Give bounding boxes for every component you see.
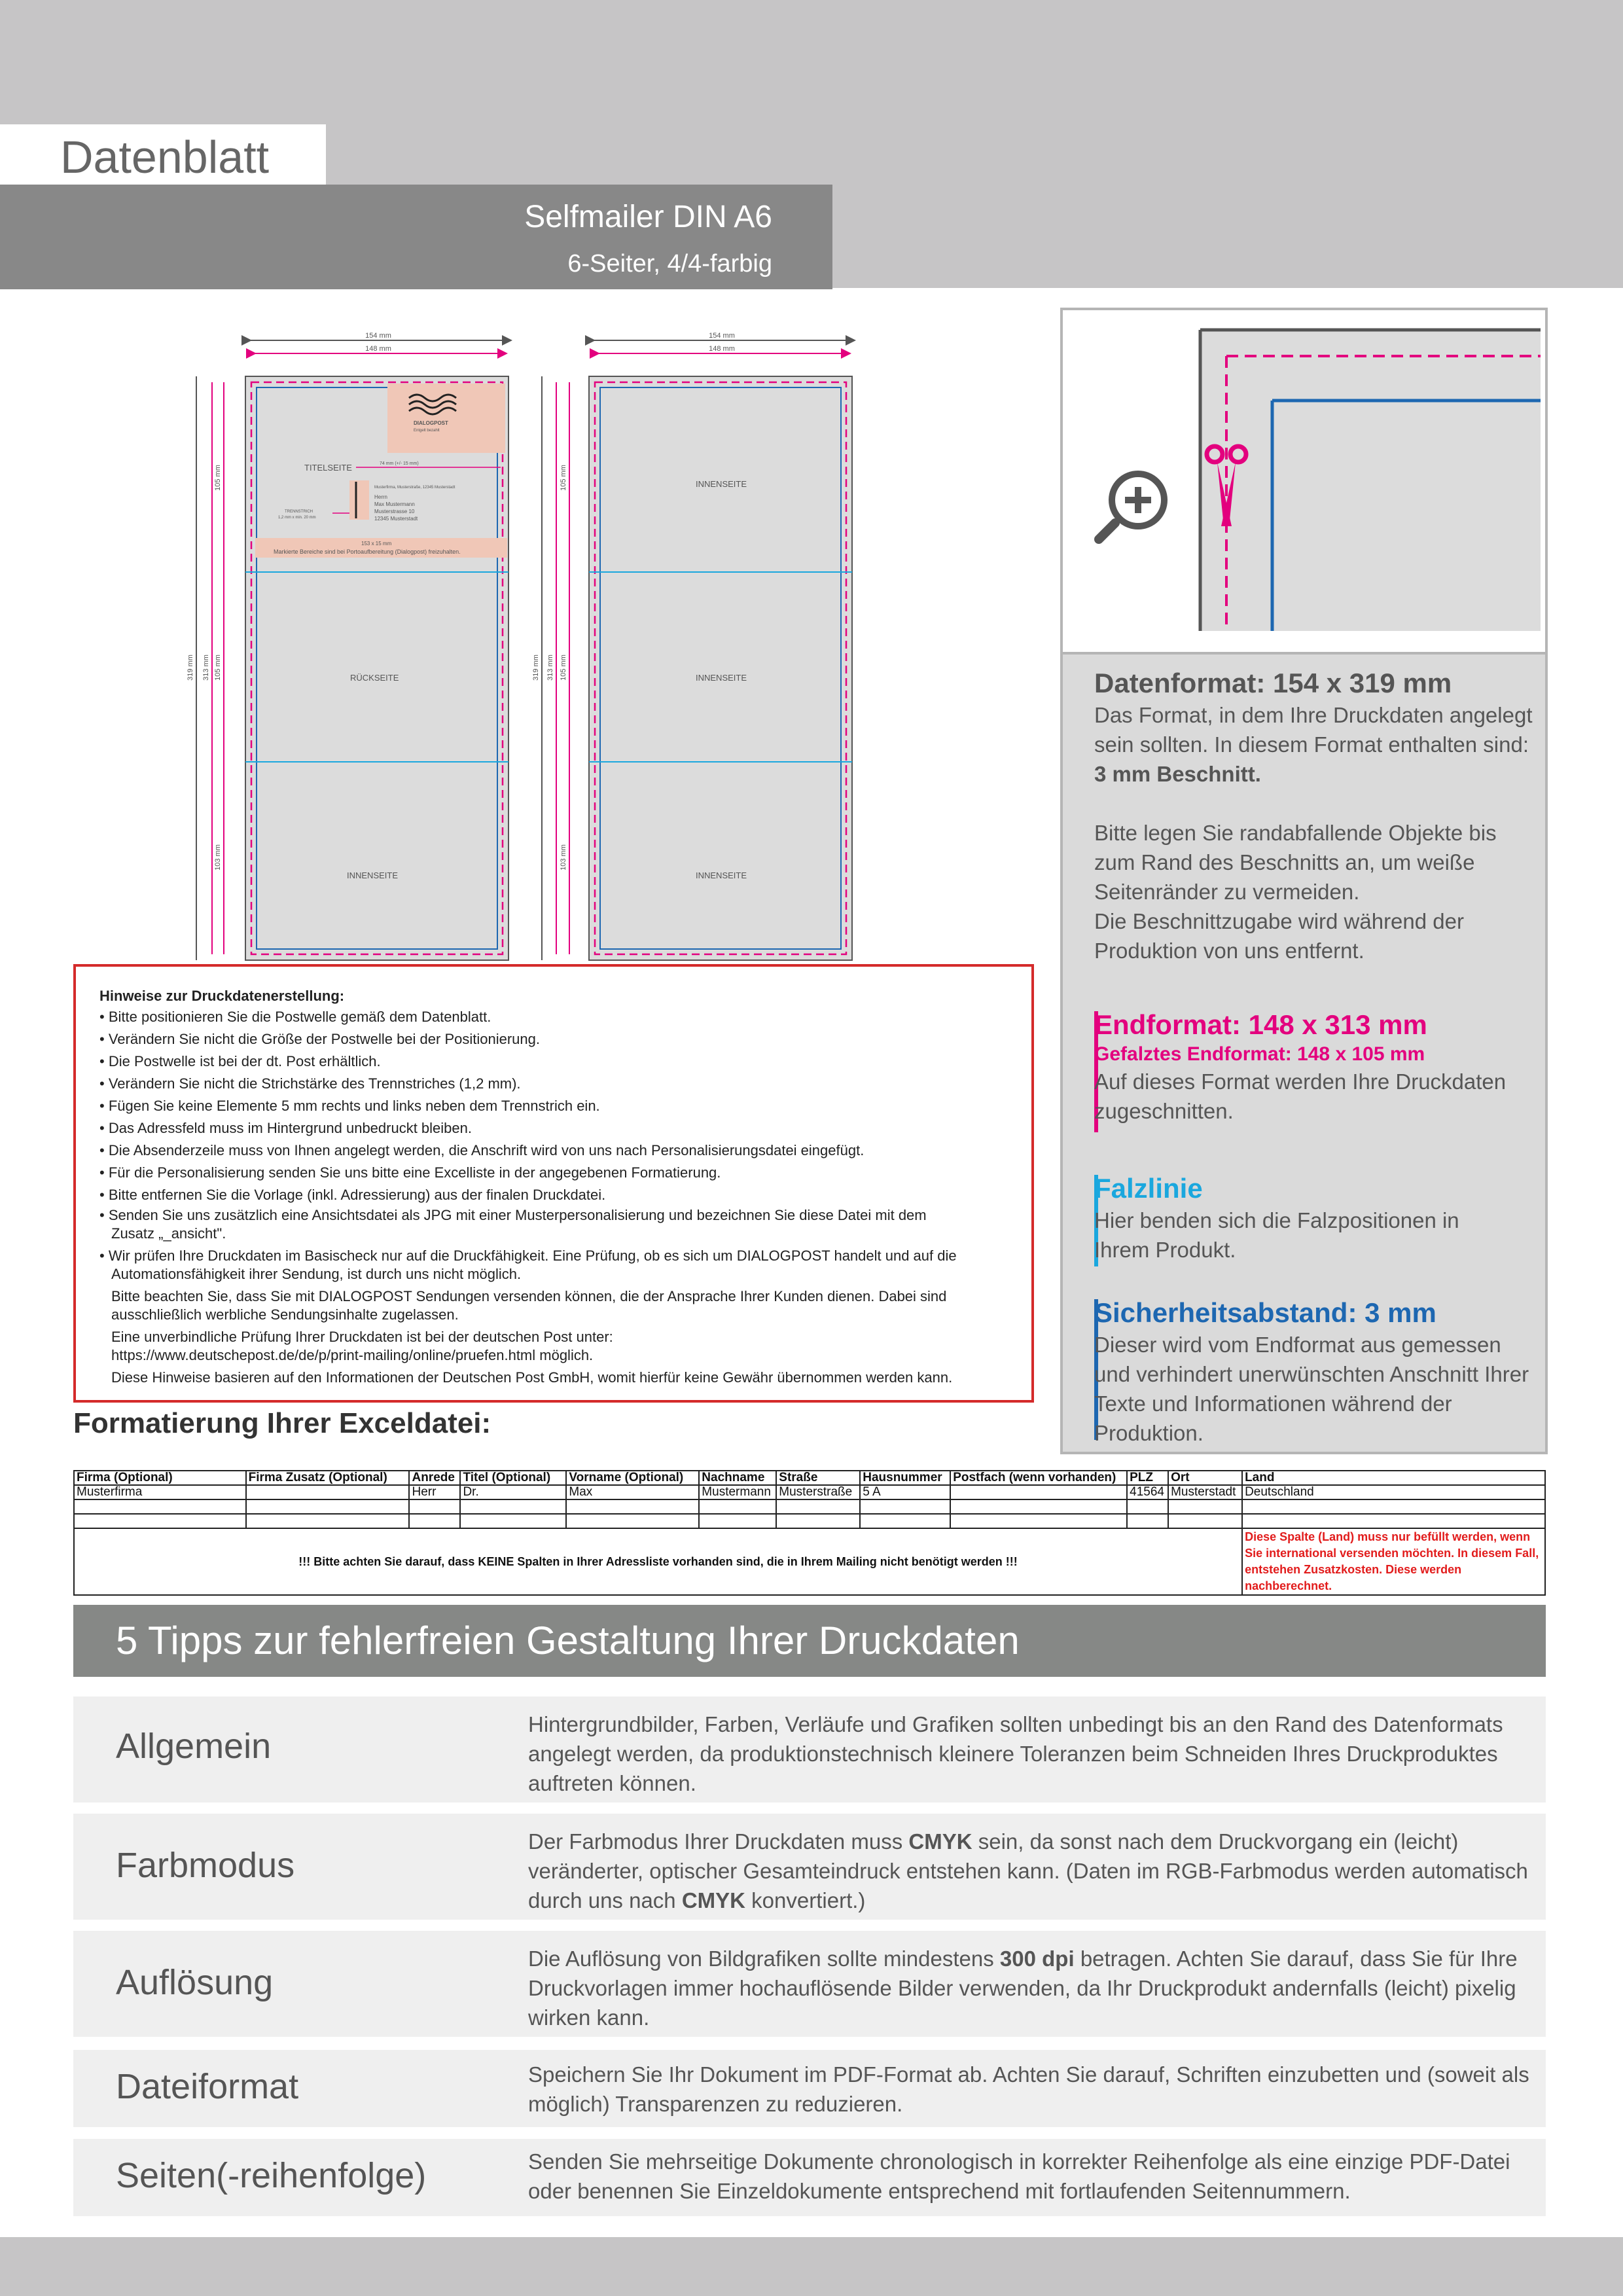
dim-154-a: 154 mm bbox=[365, 332, 391, 340]
hints-list bbox=[99, 1006, 1012, 1387]
excel-col: Titel (Optional) bbox=[460, 1471, 566, 1485]
falz-title: Falzlinie bbox=[1094, 1173, 1203, 1204]
hint-note-cont: https://www.deutschepost.de/de/p/print-mailing/online/pruefen.html möglich. bbox=[111, 1347, 594, 1363]
stamp-line: Entgelt bezahlt bbox=[414, 429, 440, 433]
stamp-brand: DIALOGPOST bbox=[414, 420, 448, 426]
excel-cell: Musterstraße bbox=[776, 1485, 860, 1499]
dim-74: 74 mm (+/- 15 mm) bbox=[380, 461, 419, 466]
excel-header-row bbox=[74, 1471, 1545, 1485]
product-variant: 6-Seiter, 4/4-farbig bbox=[567, 250, 772, 278]
magnifier-plus-icon bbox=[1099, 474, 1164, 539]
bottom-band bbox=[0, 2237, 1623, 2296]
datenformat-text-3: Die Beschnittzugabe wird während der Produktion von uns entfernt. bbox=[1094, 909, 1464, 963]
dim-105-a1: 105 mm bbox=[214, 465, 222, 491]
tip-label: Farbmodus bbox=[116, 1846, 295, 1885]
excel-table bbox=[73, 1470, 1546, 1596]
label-innenseite-4: INNENSEITE bbox=[696, 870, 747, 880]
tip-label: Auflösung bbox=[116, 1963, 274, 2002]
sicher-block bbox=[1094, 1296, 1539, 1448]
datenformat-bold: 3 mm Beschnitt. bbox=[1094, 762, 1261, 786]
excel-land-note: Diese Spalte (Land) muss nur befüllt werden, wenn Sie international versenden möchten. In diesem Fall, entstehen Zusatzkosten. Diese werden nachberechnet. bbox=[1242, 1528, 1545, 1595]
hint-item: • Die Absenderzeile muss von Ihnen angelegt werden, die Anschrift wird von uns nach Personalisierungsdatei eingefügt. bbox=[99, 1139, 1012, 1162]
hint-item: • Fügen Sie keine Elemente 5 mm rechts und links neben dem Trennstrich ein. bbox=[99, 1095, 1012, 1117]
dim-154-b: 154 mm bbox=[709, 332, 735, 340]
excel-cell: Mustermann bbox=[699, 1485, 776, 1499]
label-innenseite-3: INNENSEITE bbox=[696, 673, 747, 683]
addr-2: Max Mustermann bbox=[374, 501, 415, 507]
tip-label: Allgemein bbox=[116, 1727, 272, 1766]
hint-item: • Die Postwelle ist bei der dt. Post erhältlich. bbox=[99, 1050, 1012, 1073]
trennstrich-label: TRENNSTRICH bbox=[285, 510, 313, 514]
addr-3: Musterstrasse 10 bbox=[374, 509, 415, 514]
excel-col: Land bbox=[1242, 1471, 1545, 1485]
excel-col: Hausnummer bbox=[860, 1471, 950, 1485]
dim-105-b1: 105 mm bbox=[560, 465, 567, 491]
marked-note: Markierte Bereiche sind bei Portoaufbereitung (Dialogpost) freizuhalten. bbox=[274, 548, 461, 555]
excel-cell: 5 A bbox=[860, 1485, 950, 1499]
dim-148-a: 148 mm bbox=[365, 345, 391, 353]
falz-text: Hier benden sich die Falzpositionen in Ihrem Produkt. bbox=[1094, 1208, 1459, 1262]
hints-title: Hinweise zur Druckdatenerstellung: bbox=[99, 988, 345, 1004]
excel-cell: 41564 bbox=[1127, 1485, 1168, 1499]
tip-label: Seiten(-reihenfolge) bbox=[116, 2156, 427, 2195]
hint-item: • Für die Personalisierung senden Sie uns bitte eine Excelliste in der angegebenen Formatierung. bbox=[99, 1162, 1012, 1184]
tip-farbmodus bbox=[73, 1814, 1546, 1920]
excel-col: Firma Zusatz (Optional) bbox=[246, 1471, 410, 1485]
hint-item: • Bitte positionieren Sie die Postwelle gemäß dem Datenblatt. bbox=[99, 1006, 1012, 1028]
excel-col: Straße bbox=[776, 1471, 860, 1485]
tip-text: Senden Sie mehrseitige Dokumente chronologisch in korrekter Reihenfolge als eine einzige PDF-Datei oder benennen Sie Einzeldokumente entsprechend mit fortlaufenden Seitennummern. bbox=[528, 2149, 1510, 2203]
dim-103-a: 103 mm bbox=[214, 844, 222, 870]
excel-col: Vorname (Optional) bbox=[566, 1471, 699, 1485]
dim-319-a: 319 mm bbox=[187, 655, 194, 681]
dim-105-a2: 105 mm bbox=[214, 655, 222, 681]
endformat-title: Endformat: 148 x 313 mm bbox=[1094, 1009, 1427, 1040]
excel-cell: Deutschland bbox=[1242, 1485, 1545, 1499]
hint-note-cont: ausschließlich werbliche Sendungsinhalte zugelassen. bbox=[111, 1306, 459, 1323]
excel-col: PLZ bbox=[1127, 1471, 1168, 1485]
hint-item: • Bitte entfernen Sie die Vorlage (inkl. Adressierung) aus der finalen Druckdatei. bbox=[99, 1184, 1012, 1206]
format-drawing bbox=[183, 321, 890, 962]
tip-allgemein bbox=[73, 1696, 1546, 1803]
tip-text: Der Farbmodus Ihrer Druckdaten muss CMYK sein, da sonst nach dem Druckvorgang ein (leicht) veränderter, optischer Gesamteindruck entstehen kann. (Daten im RGB-Farbmodus werden automatisch durch uns nach CMYK konvertiert.) bbox=[528, 1829, 1528, 1912]
excel-col: Ort bbox=[1168, 1471, 1242, 1485]
tip-dateiformat bbox=[73, 2050, 1546, 2127]
falz-block bbox=[1094, 1172, 1539, 1265]
zoom-detail bbox=[1060, 308, 1548, 655]
tips-title: 5 Tipps zur fehlerfreien Gestaltung Ihrer Druckdaten bbox=[116, 1619, 1020, 1662]
excel-sample-row bbox=[74, 1485, 1545, 1499]
hint-note: Bitte beachten Sie, dass Sie mit DIALOGPOST Sendungen versenden können, die der Ansprache Ihrer Kunden dienen. Dabei sind bbox=[111, 1288, 947, 1304]
excel-empty-row bbox=[74, 1514, 1545, 1528]
product-header bbox=[0, 185, 832, 289]
tip-label: Dateiformat bbox=[116, 2067, 299, 2106]
dim-103-b: 103 mm bbox=[560, 844, 567, 870]
tip-text: Hintergrundbilder, Farben, Verläufe und Grafiken sollten unbedingt bis an den Rand des Datenformats angelegt werden, da produktionstechnisch kleinere Toleranzen beim Schneiden Ihres Druckproduktes auftreten können. bbox=[528, 1712, 1503, 1795]
excel-cell bbox=[950, 1485, 1127, 1499]
tip-text: Speichern Sie Ihr Dokument im PDF-Format ab. Achten Sie darauf, Schriften einzubetten und (soweit als möglich) Transparenzen zu reduzieren. bbox=[528, 2062, 1529, 2116]
sender-line: Musterfirma, Musterstraße, 12345 Musterstadt bbox=[374, 486, 455, 490]
tip-text: Die Auflösung von Bildgrafiken sollte mindestens 300 dpi betragen. Achten Sie darauf, dass Sie für Ihre Druckvorlagen immer hochauflösende Bilder verwenden, da Ihr Druckprodukt andernfalls (leicht) pixelig wirken kann. bbox=[528, 1946, 1518, 2030]
label-innenseite-2: INNENSEITE bbox=[696, 479, 747, 489]
hint-note: Diese Hinweise basieren auf den Informationen der Deutschen Post GmbH, womit hierfür keine Gewähr übernommen werden kann. bbox=[111, 1369, 953, 1386]
excel-cell: Musterfirma bbox=[74, 1485, 246, 1499]
tip-seiten bbox=[73, 2139, 1546, 2216]
endformat-block bbox=[1094, 1008, 1539, 1126]
hint-item-cont: Automationsfähigkeit ihrer Sendung, ist durch uns nicht möglich. bbox=[111, 1266, 522, 1282]
dim-148-b: 148 mm bbox=[709, 345, 735, 353]
endformat-subtitle: Gefalztes Endformat: 148 x 105 mm bbox=[1094, 1043, 1425, 1065]
datenformat-title: Datenformat: 154 x 319 mm bbox=[1094, 668, 1452, 698]
title-tab bbox=[0, 124, 326, 185]
dim-105-b2: 105 mm bbox=[560, 655, 567, 681]
excel-cell: Herr bbox=[409, 1485, 460, 1499]
excel-warning: !!! Bitte achten Sie darauf, dass KEINE Spalten in Ihrer Adressliste vorhanden sind, die in Ihrem Mailing nicht benötigt werden !!! bbox=[74, 1528, 1242, 1595]
corner-detail-graphic bbox=[1063, 310, 1545, 652]
tips-heading bbox=[73, 1605, 1546, 1677]
excel-heading: Formatierung Ihrer Exceldatei: bbox=[73, 1407, 491, 1439]
hint-item: • Verändern Sie nicht die Strichstärke des Trennstriches (1,2 mm). bbox=[99, 1073, 1012, 1095]
hint-item: • Verändern Sie nicht die Größe der Postwelle bei der Positionierung. bbox=[99, 1028, 1012, 1050]
tip-aufloesung bbox=[73, 1931, 1546, 2037]
hint-item: • Wir prüfen Ihre Druckdaten im Basischeck nur auf die Druckfähigkeit. Eine Prüfung, ob es sich um DIALOGPOST handelt und auf die bbox=[99, 1247, 1012, 1265]
hint-item: • Das Adressfeld muss im Hintergrund unbedruckt bleiben. bbox=[99, 1117, 1012, 1139]
hint-item: • Senden Sie uns zusätzlich eine Ansichtsdatei als JPG mit einer Musterpersonalisierung und bezeichnen Sie diese Datei mit dem bbox=[99, 1206, 1012, 1225]
hint-note: Eine unverbindliche Prüfung Ihrer Druckdaten ist bei der deutschen Post unter: bbox=[111, 1329, 613, 1345]
excel-empty-row bbox=[74, 1499, 1545, 1514]
endformat-text: Auf dieses Format werden Ihre Druckdaten zugeschnitten. bbox=[1094, 1069, 1507, 1123]
dim-313-b: 313 mm bbox=[546, 655, 554, 681]
sicher-title: Sicherheitsabstand: 3 mm bbox=[1094, 1297, 1436, 1328]
excel-col: Firma (Optional) bbox=[74, 1471, 246, 1485]
trennstrich-size: 1,2 mm x min. 20 mm bbox=[278, 516, 316, 520]
hint-item-cont: Zusatz „_ansicht". bbox=[111, 1225, 226, 1242]
addr-1: Herrn bbox=[374, 494, 388, 500]
excel-cell: Max bbox=[566, 1485, 699, 1499]
excel-col: Nachname bbox=[699, 1471, 776, 1485]
product-name: Selfmailer DIN A6 bbox=[524, 200, 772, 234]
excel-cell: Dr. bbox=[460, 1485, 566, 1499]
dim-319-b: 319 mm bbox=[532, 655, 540, 681]
datenformat-text: Das Format, in dem Ihre Druckdaten angelegt sein sollten. In diesem Format enthalten sind: bbox=[1094, 703, 1533, 757]
addr-4: 12345 Musterstadt bbox=[374, 516, 418, 522]
excel-cell bbox=[246, 1485, 410, 1499]
dim-153: 153 x 15 mm bbox=[361, 541, 392, 547]
label-innenseite-1: INNENSEITE bbox=[347, 870, 399, 880]
label-titelseite: TITELSEITE bbox=[304, 463, 352, 473]
datenformat-text-2: Bitte legen Sie randabfallende Objekte bis zum Rand des Beschnitts an, um weiße Seitenränder zu vermeiden. bbox=[1094, 821, 1497, 904]
excel-col: Postfach (wenn vorhanden) bbox=[950, 1471, 1127, 1485]
dim-313-a: 313 mm bbox=[202, 655, 210, 681]
sicher-text: Dieser wird vom Endformat aus gemessen und verhindert unerwünschten Anschnitt Ihrer Texte und Informationen während der Produktion. bbox=[1094, 1333, 1529, 1445]
excel-warning-row bbox=[74, 1528, 1545, 1595]
label-rueckseite: RÜCKSEITE bbox=[350, 673, 399, 683]
hints-box bbox=[73, 964, 1034, 1403]
datenformat-block bbox=[1094, 666, 1539, 965]
excel-col: Anrede bbox=[409, 1471, 460, 1485]
excel-cell: Musterstadt bbox=[1168, 1485, 1242, 1499]
page-title: Datenblatt bbox=[60, 132, 270, 183]
format-info-panel bbox=[1060, 655, 1548, 1454]
